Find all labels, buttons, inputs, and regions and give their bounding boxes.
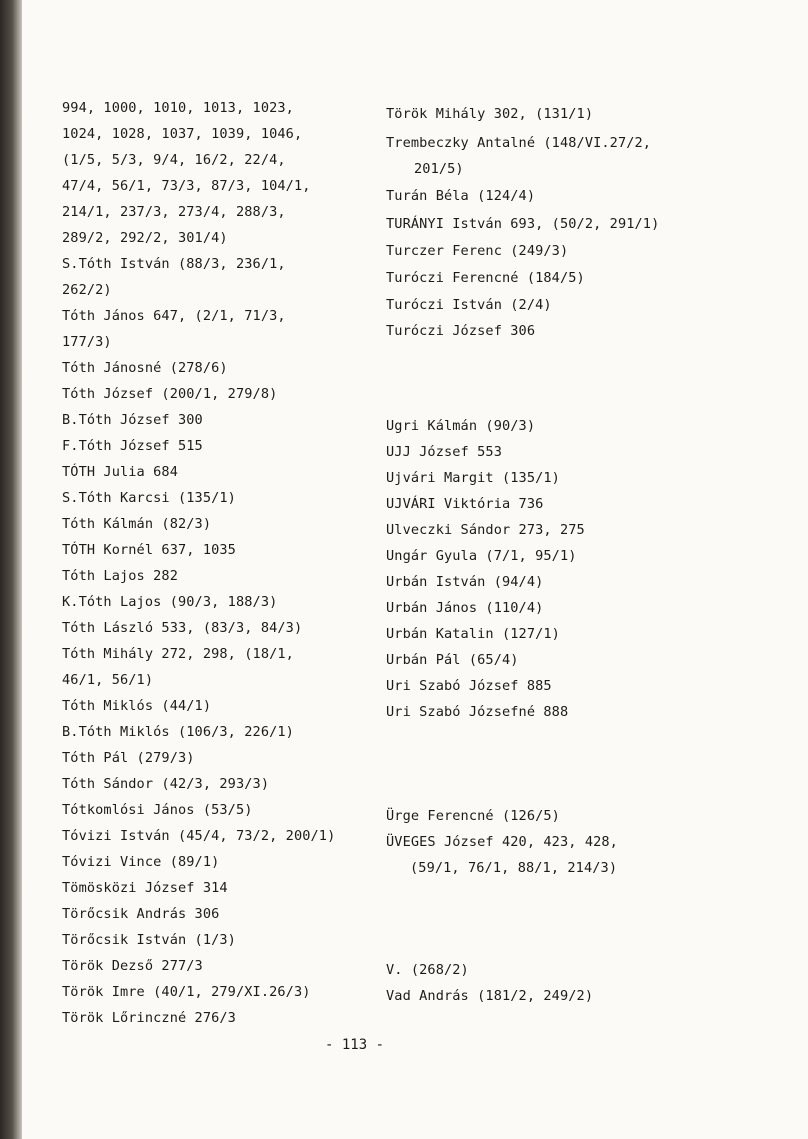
index-entry: Török Dezső 277/3 [62, 958, 203, 974]
index-entry: Tóth Jánosné (278/6) [62, 360, 228, 376]
index-entry: Trembeczky Antalné (148/VI.27/2, [386, 135, 652, 151]
index-entry: Uri Szabó József 885 [386, 678, 552, 694]
index-entry: S.Tóth Karcsi (135/1) [62, 490, 236, 506]
index-entry: 46/1, 56/1) [62, 672, 154, 688]
index-entry: (59/1, 76/1, 88/1, 214/3) [410, 860, 618, 876]
index-entry: (1/5, 5/3, 9/4, 16/2, 22/4, [62, 152, 286, 168]
index-entry: UJVÁRI Viktória 736 [386, 496, 544, 512]
index-entry: Turóczi István (2/4) [386, 297, 552, 313]
index-entry: UJJ József 553 [386, 444, 502, 460]
index-entry: Urbán János (110/4) [386, 600, 544, 616]
index-entry: TURÁNYI István 693, (50/2, 291/1) [386, 216, 660, 232]
index-entry: Turóczi József 306 [386, 323, 536, 339]
index-entry: Ugri Kálmán (90/3) [386, 418, 536, 434]
page-binding-shadow [0, 0, 22, 1139]
index-entry: TÓTH Kornél 637, 1035 [62, 542, 236, 558]
index-entry: 177/3) [62, 334, 112, 350]
index-entry: Tóvizi Vince (89/1) [62, 854, 220, 870]
index-entry: 994, 1000, 1010, 1013, 1023, [62, 100, 294, 116]
index-entry: Tóvizi István (45/4, 73/2, 200/1) [62, 828, 336, 844]
page-number: - 113 - [325, 1037, 385, 1053]
index-entry: Törőcsik István (1/3) [62, 932, 236, 948]
index-entry: 262/2) [62, 282, 112, 298]
index-entry: Ulveczki Sándor 273, 275 [386, 522, 585, 538]
index-entry: Ungár Gyula (7/1, 95/1) [386, 548, 577, 564]
index-entry: Törőcsik András 306 [62, 906, 220, 922]
index-entry: Vad András (181/2, 249/2) [386, 988, 594, 1004]
index-entry: Tóth Pál (279/3) [62, 750, 195, 766]
index-entry: F.Tóth József 515 [62, 438, 203, 454]
index-entry: 214/1, 237/3, 273/4, 288/3, [62, 204, 286, 220]
index-entry: K.Tóth Lajos (90/3, 188/3) [62, 594, 278, 610]
index-entry: Ujvári Margit (135/1) [386, 470, 560, 486]
index-entry: Tóth József (200/1, 279/8) [62, 386, 278, 402]
index-entry: 1024, 1028, 1037, 1039, 1046, [62, 126, 303, 142]
index-entry: B.Tóth Miklós (106/3, 226/1) [62, 724, 294, 740]
index-entry: Tóth László 533, (83/3, 84/3) [62, 620, 303, 636]
index-entry: Tóth Kálmán (82/3) [62, 516, 212, 532]
index-entry: Török Lőrinczné 276/3 [62, 1010, 236, 1026]
index-entry: 201/5) [414, 161, 464, 177]
index-entry: Ürge Ferencné (126/5) [386, 808, 560, 824]
index-entry: 289/2, 292/2, 301/4) [62, 230, 228, 246]
index-entry: ÜVEGES József 420, 423, 428, [386, 834, 618, 850]
index-entry: Tóth Mihály 272, 298, (18/1, [62, 646, 294, 662]
index-entry: Urbán Pál (65/4) [386, 652, 519, 668]
index-entry: Turczer Ferenc (249/3) [386, 243, 569, 259]
index-entry: Tóth János 647, (2/1, 71/3, [62, 308, 286, 324]
index-entry: Turóczi Ferencné (184/5) [386, 270, 585, 286]
index-entry: TÓTH Julia 684 [62, 464, 178, 480]
index-entry: Urbán Katalin (127/1) [386, 626, 560, 642]
index-entry: S.Tóth István (88/3, 236/1, [62, 256, 286, 272]
index-entry: Tömösközi József 314 [62, 880, 228, 896]
index-entry: Urbán István (94/4) [386, 574, 544, 590]
index-entry: Tóth Sándor (42/3, 293/3) [62, 776, 270, 792]
index-entry: Tótkomlósi János (53/5) [62, 802, 253, 818]
index-entry: Tóth Miklós (44/1) [62, 698, 212, 714]
index-entry: Uri Szabó Józsefné 888 [386, 704, 569, 720]
index-entry: V. (268/2) [386, 962, 469, 978]
index-entry: Tóth Lajos 282 [62, 568, 178, 584]
index-entry: 47/4, 56/1, 73/3, 87/3, 104/1, [62, 178, 311, 194]
index-entry: Török Mihály 302, (131/1) [386, 106, 594, 122]
index-entry: Turán Béla (124/4) [386, 188, 536, 204]
index-entry: Török Imre (40/1, 279/XI.26/3) [62, 984, 311, 1000]
index-entry: B.Tóth József 300 [62, 412, 203, 428]
